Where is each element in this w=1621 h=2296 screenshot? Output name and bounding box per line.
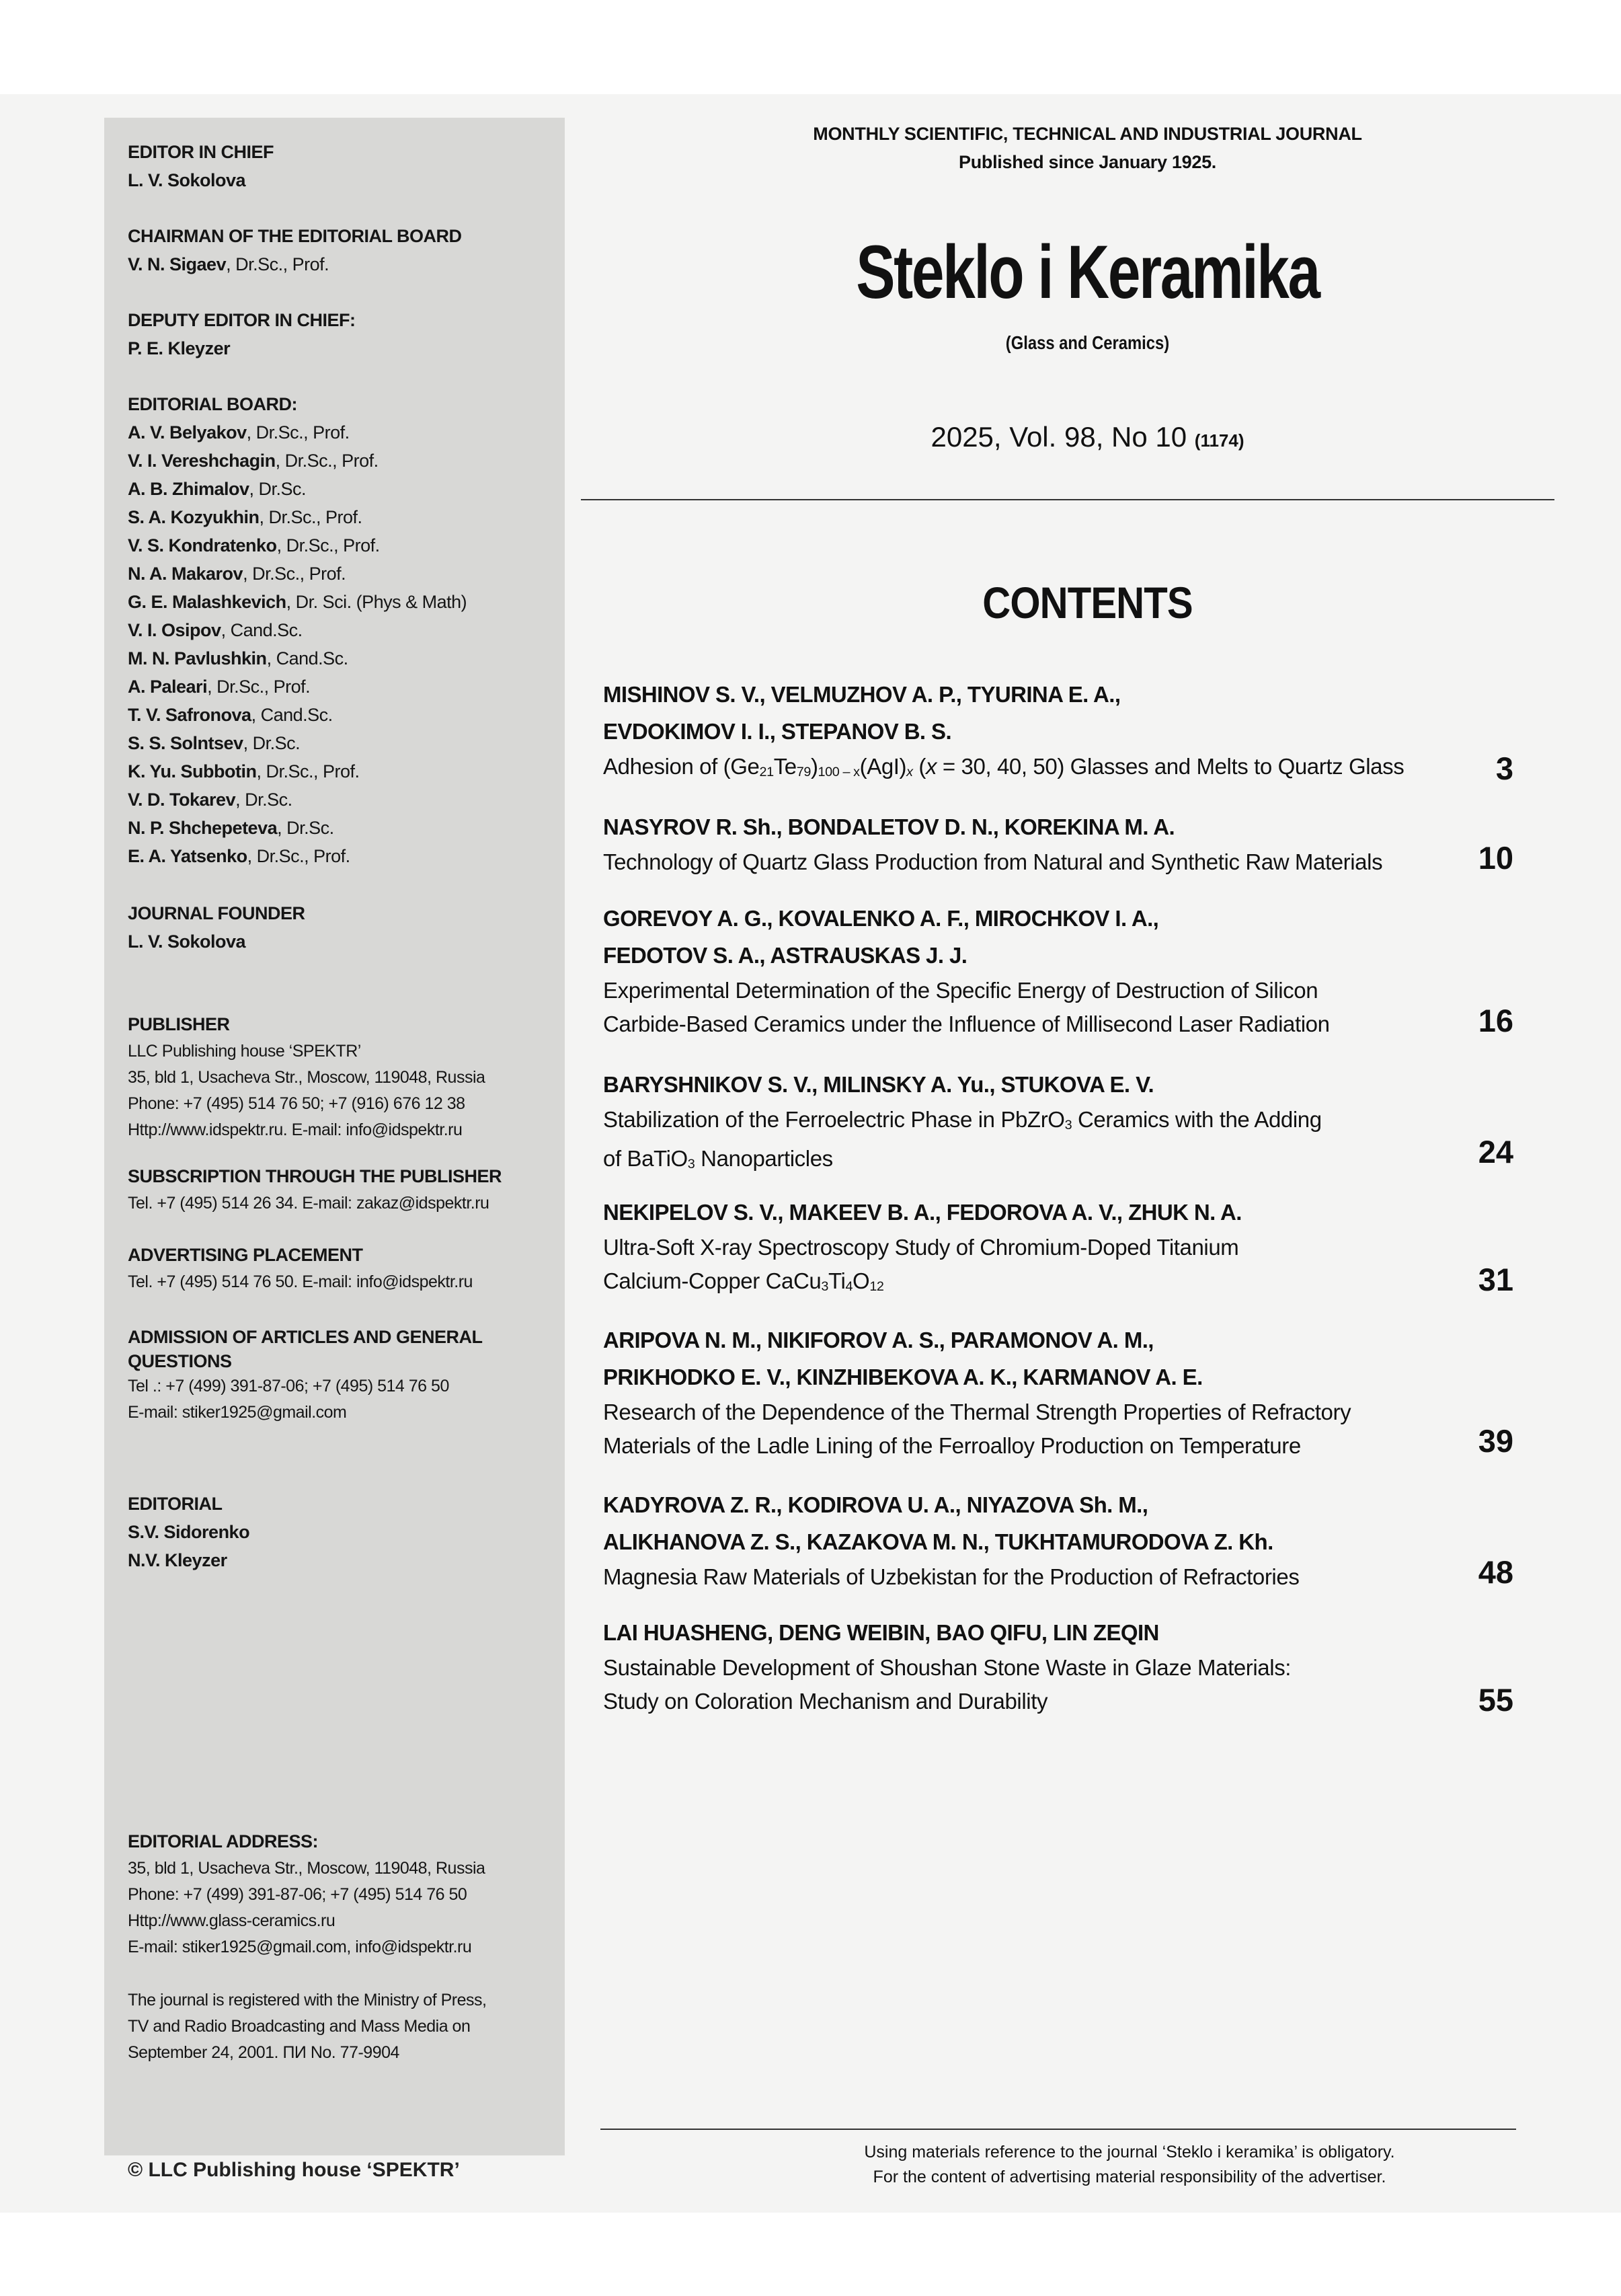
board-member — [128, 503, 558, 531]
board-member-degree: , Dr. Sci. (Phys & Math) — [286, 592, 467, 612]
admission-heading-2: QUESTIONS — [128, 1351, 232, 1371]
toc-page-number: 16 — [1478, 1003, 1513, 1038]
toc-authors: MISHINOV S. V., VELMUZHOV A. P., TYURINA E. A., — [603, 682, 1121, 707]
editor-in-chief-block — [128, 138, 558, 194]
journal-description — [605, 120, 1570, 176]
contents-heading: CONTENTS — [982, 578, 1193, 627]
board-member-degree: , Dr.Sc., Prof. — [259, 507, 362, 527]
volume-text: 2025, Vol. 98, No 10 — [931, 421, 1187, 453]
board-member-name: N. A. Makarov — [128, 564, 243, 584]
toc-authors: ALIKHANOVA Z. S., KAZAKOVA M. N., TUKHTAMURODOVA Z. Kh. — [603, 1529, 1273, 1554]
publisher-line: Phone: +7 (495) 514 76 50; +7 (916) 676 12 38 — [128, 1094, 465, 1113]
toc-entry[interactable] — [603, 1322, 1524, 1463]
toc-article-title: Study on Coloration Mechanism and Durability — [603, 1689, 1048, 1714]
advertising-heading: ADVERTISING PLACEMENT — [128, 1245, 363, 1265]
admission-heading: ADMISSION OF ARTICLES AND GENERAL — [128, 1327, 483, 1347]
address-line: Http://www.glass-ceramics.ru — [128, 1911, 335, 1930]
toc-authors: BARYSHNIKOV S. V., MILINSKY A. Yu., STUKOVA E. V. — [603, 1072, 1154, 1097]
toc-page-number: 48 — [1478, 1554, 1513, 1590]
board-member — [128, 560, 558, 588]
toc-entry[interactable] — [603, 1194, 1524, 1303]
journal-title: Steklo i Keramika — [856, 230, 1319, 314]
address-line: 35, bld 1, Usacheva Str., Moscow, 119048, Russia — [128, 1859, 485, 1878]
board-member-degree: , Dr.Sc., Prof. — [275, 451, 379, 471]
toc-page-number: 10 — [1478, 840, 1513, 876]
footer-notice — [726, 2140, 1533, 2190]
board-member-name: M. N. Pavlushkin — [128, 648, 267, 668]
board-member — [128, 447, 558, 475]
footer-line: Using materials reference to the journal ‘Steklo i keramika’ is obligatory. — [864, 2143, 1395, 2161]
board-member-name: A. V. Belyakov — [128, 422, 247, 443]
board-member-name: V. S. Kondratenko — [128, 535, 277, 556]
publisher-heading: PUBLISHER — [128, 1014, 230, 1034]
editorial-board-block — [128, 390, 558, 870]
registration-line: TV and Radio Broadcasting and Mass Media on — [128, 2017, 471, 2036]
board-member-name: V. I. Osipov — [128, 620, 221, 640]
editor-in-chief-heading: EDITOR IN CHIEF — [128, 142, 274, 162]
toc-authors: PRIKHODKO E. V., KINZHIBEKOVA A. K., KARMANOV A. E. — [603, 1365, 1203, 1389]
toc-entry[interactable] — [603, 808, 1524, 879]
toc-entry[interactable] — [603, 1614, 1524, 1718]
toc-page-number: 31 — [1478, 1262, 1513, 1297]
subscription-block — [128, 1162, 558, 1217]
board-member-degree: , Dr.Sc., Prof. — [247, 846, 350, 866]
publisher-line: 35, bld 1, Usacheva Str., Moscow, 119048, Russia — [128, 1068, 485, 1087]
subscription-line: Tel. +7 (495) 514 26 34. E-mail: zakaz@idspektr.ru — [128, 1194, 489, 1213]
subscription-heading: SUBSCRIPTION THROUGH THE PUBLISHER — [128, 1166, 502, 1186]
board-member — [128, 616, 558, 644]
editorial-heading: EDITORIAL — [128, 1494, 223, 1514]
toc-entry[interactable] — [603, 676, 1524, 789]
toc-entry[interactable] — [603, 1486, 1524, 1594]
publisher-line: Http://www.idspektr.ru. E-mail: info@idspektr.ru — [128, 1120, 463, 1139]
toc-article-title: Research of the Dependence of the Thermal Strength Properties of Refractory — [603, 1400, 1351, 1424]
board-member-name: T. V. Safronova — [128, 705, 251, 725]
bottom-margin — [0, 2213, 1621, 2296]
admission-block — [128, 1325, 558, 1426]
deputy-block — [128, 306, 558, 362]
toc-page-number: 39 — [1478, 1423, 1513, 1459]
board-member-name: V. D. Tokarev — [128, 790, 236, 810]
toc-authors: NEKIPELOV S. V., MAKEEV B. A., FEDOROVA A. V., ZHUK N. A. — [603, 1200, 1242, 1225]
toc-page-number: 3 — [1495, 751, 1513, 786]
chairman-heading: CHAIRMAN OF THE EDITORIAL BOARD — [128, 226, 462, 246]
board-member — [128, 644, 558, 673]
publisher-block — [128, 1010, 558, 1143]
registration-line: September 24, 2001. ПИ No. 77-9904 — [128, 2043, 399, 2062]
board-member-degree: , Cand.Sc. — [266, 648, 348, 668]
toc-authors: EVDOKIMOV I. I., STEPANOV B. S. — [603, 719, 952, 744]
footer-line: For the content of advertising material responsibility of the advertiser. — [873, 2168, 1386, 2186]
toc-authors: GOREVOY A. G., KOVALENKO A. F., MIROCHKOV I. A., — [603, 906, 1159, 931]
founder-heading: JOURNAL FOUNDER — [128, 903, 305, 923]
advertising-block — [128, 1241, 558, 1295]
editor-in-chief-name: L. V. Sokolova — [128, 170, 246, 190]
board-member-degree: , Dr.Sc., Prof. — [243, 564, 346, 584]
board-member-name: V. I. Vereshchagin — [128, 451, 276, 471]
board-member — [128, 531, 558, 560]
board-member-degree: , Dr.Sc., Prof. — [246, 422, 350, 443]
toc-article-title: Calcium-Copper $CaCu_3Ti_4O_{12}$ — [603, 1268, 884, 1294]
toc-article-title: Stabilization of the Ferroelectric Phase in PbZrO$_3$ Ceramics with the Adding — [603, 1107, 1322, 1133]
advertising-line: Tel. +7 (495) 514 76 50. E-mail: info@idspektr.ru — [128, 1272, 473, 1291]
board-member — [128, 814, 558, 842]
board-member — [128, 701, 558, 729]
board-member-degree: , Dr.Sc., Prof. — [256, 761, 360, 781]
board-member-degree: , Cand.Sc. — [251, 705, 333, 725]
editorial-name: N.V. Kleyzer — [128, 1550, 227, 1570]
issue-number: (1174) — [1194, 430, 1244, 451]
top-margin — [0, 0, 1621, 94]
board-member-name: K. Yu. Subbotin — [128, 761, 257, 781]
toc-article-title: Adhesion of $(Ge_{21}Te_{79})_{100 - x}(AgI)_x$ (x = 30, 40, 50) Glasses and Melts to Quartz Glass — [603, 754, 1405, 779]
board-member-degree: , Dr.Sc. — [249, 479, 307, 499]
address-line: E-mail: stiker1925@gmail.com, info@idspektr.ru — [128, 1938, 472, 1956]
board-member-list — [128, 418, 558, 870]
admission-email: E-mail: stiker1925@gmail.com — [128, 1403, 347, 1422]
founder-block — [128, 899, 558, 956]
editorial-address-block — [128, 1827, 558, 1960]
toc-entry[interactable] — [603, 900, 1524, 1041]
toc-authors: FEDOTOV S. A., ASTRAUSKAS J. J. — [603, 943, 967, 968]
registration-line: The journal is registered with the Ministry of Press, — [128, 1991, 487, 2010]
toc-page-number: 55 — [1478, 1682, 1513, 1718]
board-member — [128, 588, 558, 616]
board-member — [128, 673, 558, 701]
founder-name: L. V. Sokolova — [128, 931, 246, 952]
board-member — [128, 842, 558, 870]
toc-authors: KADYROVA Z. R., KODIROVA U. A., NIYAZOVA Sh. M., — [603, 1492, 1148, 1517]
board-member-name: S. S. Solntsev — [128, 733, 243, 753]
address-line: Phone: +7 (499) 391-87-06; +7 (495) 514 76 50 — [128, 1885, 467, 1904]
toc-article-title: Magnesia Raw Materials of Uzbekistan for the Production of Refractories — [603, 1564, 1300, 1589]
toc-article-title: Sustainable Development of Shoushan Stone Waste in Glaze Materials: — [603, 1655, 1292, 1680]
admission-phone: Tel .: +7 (499) 391-87-06; +7 (495) 514 76 50 — [128, 1377, 449, 1395]
published-since: Published since January 1925. — [959, 152, 1216, 172]
board-member — [128, 786, 558, 814]
toc-authors: ARIPOVA N. M., NIKIFOROV A. S., PARAMONOV A. M., — [603, 1328, 1154, 1352]
chairman-degree: , Dr.Sc., Prof. — [226, 254, 329, 274]
board-member-name: A. B. Zhimalov — [128, 479, 249, 499]
board-member-degree: , Cand.Sc. — [221, 620, 303, 640]
board-member-degree: , Dr.Sc. — [243, 733, 301, 753]
copyright-notice: © LLC Publishing house ‘SPEKTR’ — [128, 2159, 460, 2181]
board-member — [128, 418, 558, 447]
deputy-name: P. E. Kleyzer — [128, 338, 231, 358]
toc-article-title: Experimental Determination of the Specific Energy of Destruction of Silicon — [603, 978, 1318, 1003]
toc-authors: LAI HUASHENG, DENG WEIBIN, BAO QIFU, LIN ZEQIN — [603, 1620, 1159, 1645]
toc-article-title: of BaTiO$_3$ Nanoparticles — [603, 1145, 833, 1172]
chairman-name: V. N. Sigaev — [128, 254, 227, 274]
board-member-degree: , Dr.Sc. — [235, 790, 292, 810]
board-member-name: N. P. Shchepeteva — [128, 818, 278, 838]
board-member-name: G. E. Malashkevich — [128, 592, 286, 612]
footer-divider — [600, 2129, 1516, 2130]
toc-article-title: Materials of the Ladle Lining of the Ferroalloy Production on Temperature — [603, 1433, 1301, 1458]
editorial-staff-block — [128, 1490, 558, 1574]
board-member-degree: , Dr.Sc., Prof. — [207, 677, 311, 697]
board-member-degree: , Dr.Sc. — [277, 818, 334, 838]
registration-block — [128, 1987, 558, 2066]
board-heading: EDITORIAL BOARD: — [128, 394, 298, 414]
issue-volume — [605, 417, 1570, 461]
toc-page-number: 24 — [1478, 1134, 1513, 1170]
toc-authors: NASYROV R. Sh., BONDALETOV D. N., KOREKINA M. A. — [603, 814, 1175, 839]
board-member-degree: , Dr.Sc., Prof. — [276, 535, 380, 556]
publisher-line: LLC Publishing house ‘SPEKTR’ — [128, 1042, 361, 1061]
header-divider — [581, 499, 1554, 500]
toc-article-title: Technology of Quartz Glass Production from Natural and Synthetic Raw Materials — [603, 849, 1383, 874]
board-member-name: E. A. Yatsenko — [128, 846, 247, 866]
deputy-heading: DEPUTY EDITOR IN CHIEF: — [128, 310, 356, 330]
address-heading: EDITORIAL ADDRESS: — [128, 1831, 319, 1851]
toc-article-title: Ultra-Soft X-ray Spectroscopy Study of Chromium-Doped Titanium — [603, 1235, 1239, 1260]
board-member-name: A. Paleari — [128, 677, 208, 697]
chairman-block — [128, 222, 558, 278]
journal-tagline: MONTHLY SCIENTIFIC, TECHNICAL AND INDUSTRIAL JOURNAL — [813, 124, 1362, 144]
toc-article-title: Carbide-Based Ceramics under the Influence of Millisecond Laser Radiation — [603, 1011, 1330, 1036]
board-member-name: S. A. Kozyukhin — [128, 507, 260, 527]
board-member — [128, 729, 558, 757]
journal-subtitle: (Glass and Ceramics) — [1005, 332, 1170, 353]
toc-entry[interactable] — [603, 1066, 1524, 1181]
board-member — [128, 757, 558, 786]
editorial-name: S.V. Sidorenko — [128, 1522, 250, 1542]
board-member — [128, 475, 558, 503]
